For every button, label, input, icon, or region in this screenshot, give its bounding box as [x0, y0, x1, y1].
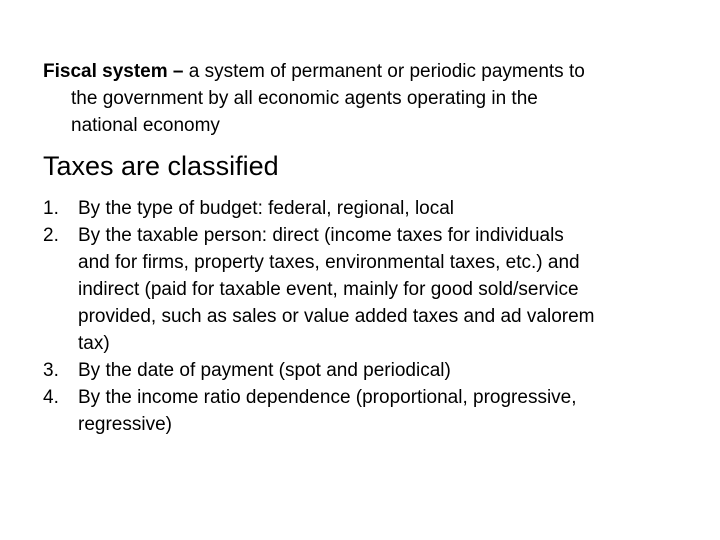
definition-text-1: a system of permanent or periodic payments to [188, 61, 585, 82]
list-item-text: indirect (paid for taxable event, mainly for good sold/service [78, 279, 579, 300]
definition-line-2: the government by all economic agents operating in the [71, 88, 538, 109]
list-item-text: By the taxable person: direct (income taxes for individuals [78, 225, 564, 246]
definition-dash: – [167, 61, 189, 82]
list-item-text: By the date of payment (spot and periodical) [78, 360, 451, 381]
definition-line-1 [43, 58, 683, 85]
tax-classification-list [43, 195, 683, 438]
list-item [43, 222, 683, 357]
list-item-text: tax) [78, 333, 110, 354]
list-item [43, 357, 683, 384]
list-item-text: By the income ratio dependence (proportional, progressive, [78, 387, 577, 408]
taxes-classified-heading: Taxes are classified [43, 151, 279, 181]
list-item-text: provided, such as sales or value added taxes and ad valorem [78, 306, 595, 327]
list-item-text: By the type of budget: federal, regional, local [78, 198, 455, 219]
list-item [43, 384, 683, 438]
list-item-number: 3. [43, 360, 59, 381]
list-item-text: and for firms, property taxes, environmental taxes, etc.) and [78, 252, 580, 273]
list-item-number: 1. [43, 198, 59, 219]
list-item-text: regressive) [78, 414, 172, 435]
definition-term: Fiscal system [43, 61, 168, 82]
definition-line-3: national economy [71, 115, 220, 136]
list-item [43, 195, 683, 222]
list-item-number: 2. [43, 225, 59, 246]
fiscal-system-definition [43, 58, 683, 139]
list-item-number: 4. [43, 387, 59, 408]
